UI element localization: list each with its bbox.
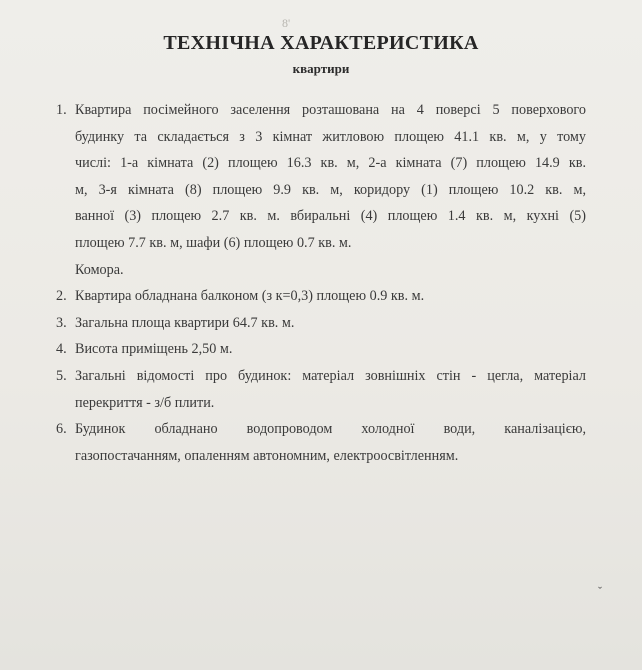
faint-stamp-mark: 8': [282, 16, 291, 30]
characteristics-list: [56, 97, 586, 469]
text-line: Квартира посімейного заселення розташована на 4 поверсі 5 поверхового: [75, 102, 586, 118]
item-text: [75, 416, 586, 469]
text-line: м, 3-я кімната (8) площею 9.9 кв. м, коридору (1) площею 10.2 кв. м,: [75, 181, 586, 198]
item-text: [75, 363, 586, 416]
text-line: перекриття - з/б плити.: [75, 394, 215, 411]
list-item-6: [56, 416, 586, 469]
pen-tick-mark: ˇ: [598, 584, 602, 598]
text-line: газопостачанням, опаленням автономним, електроосвітленням.: [75, 447, 459, 464]
item-text: [75, 97, 586, 283]
list-item-2: [56, 283, 586, 310]
item-text: [75, 336, 586, 363]
list-item-5: [56, 363, 586, 416]
text-line: Висота приміщень 2,50 м.: [75, 341, 233, 358]
item-text: [75, 283, 586, 310]
item-number: 2.: [56, 288, 67, 305]
text-line: будинку та складається з 3 кімнат житловою площею 41.1 кв. м, у тому: [75, 128, 586, 145]
item-number: 1.: [56, 102, 67, 118]
document-subtitle: квартири: [292, 61, 350, 76]
text-line: Квартира обладнана балконом (з к=0,3) площею 0.9 кв. м.: [75, 288, 425, 305]
item-number: 4.: [56, 341, 67, 358]
item-number: 5.: [56, 367, 67, 384]
text-line: площею 7.7 кв. м, шафи (6) площею 0.7 кв. м.: [75, 234, 352, 251]
list-item-1: [56, 97, 586, 283]
text-line: Загальні відомості про будинок: матеріал зовнішніх стін - цегла, матеріал: [75, 367, 586, 384]
text-line: Загальна площа квартири 64.7 кв. м.: [75, 314, 295, 331]
text-line: числі: 1-а кімната (2) площею 16.3 кв. м, 2-а кімната (7) площею 14.9 кв.: [75, 155, 586, 172]
text-line: Будинок обладнано водопроводом холодної води, каналізацією,: [75, 421, 586, 438]
text-line: Комора.: [75, 261, 124, 278]
document-title: ТЕХНІЧНА ХАРАКТЕРИСТИКА: [163, 32, 479, 54]
text-line: ванної (3) площею 2.7 кв. м. вбиральні (4) площею 1.4 кв. м, кухні (5): [75, 208, 586, 225]
item-number: 3.: [56, 314, 67, 331]
list-item-4: [56, 336, 586, 363]
list-item-3: [56, 310, 586, 337]
item-number: 6.: [56, 421, 67, 438]
item-text: [75, 310, 586, 337]
